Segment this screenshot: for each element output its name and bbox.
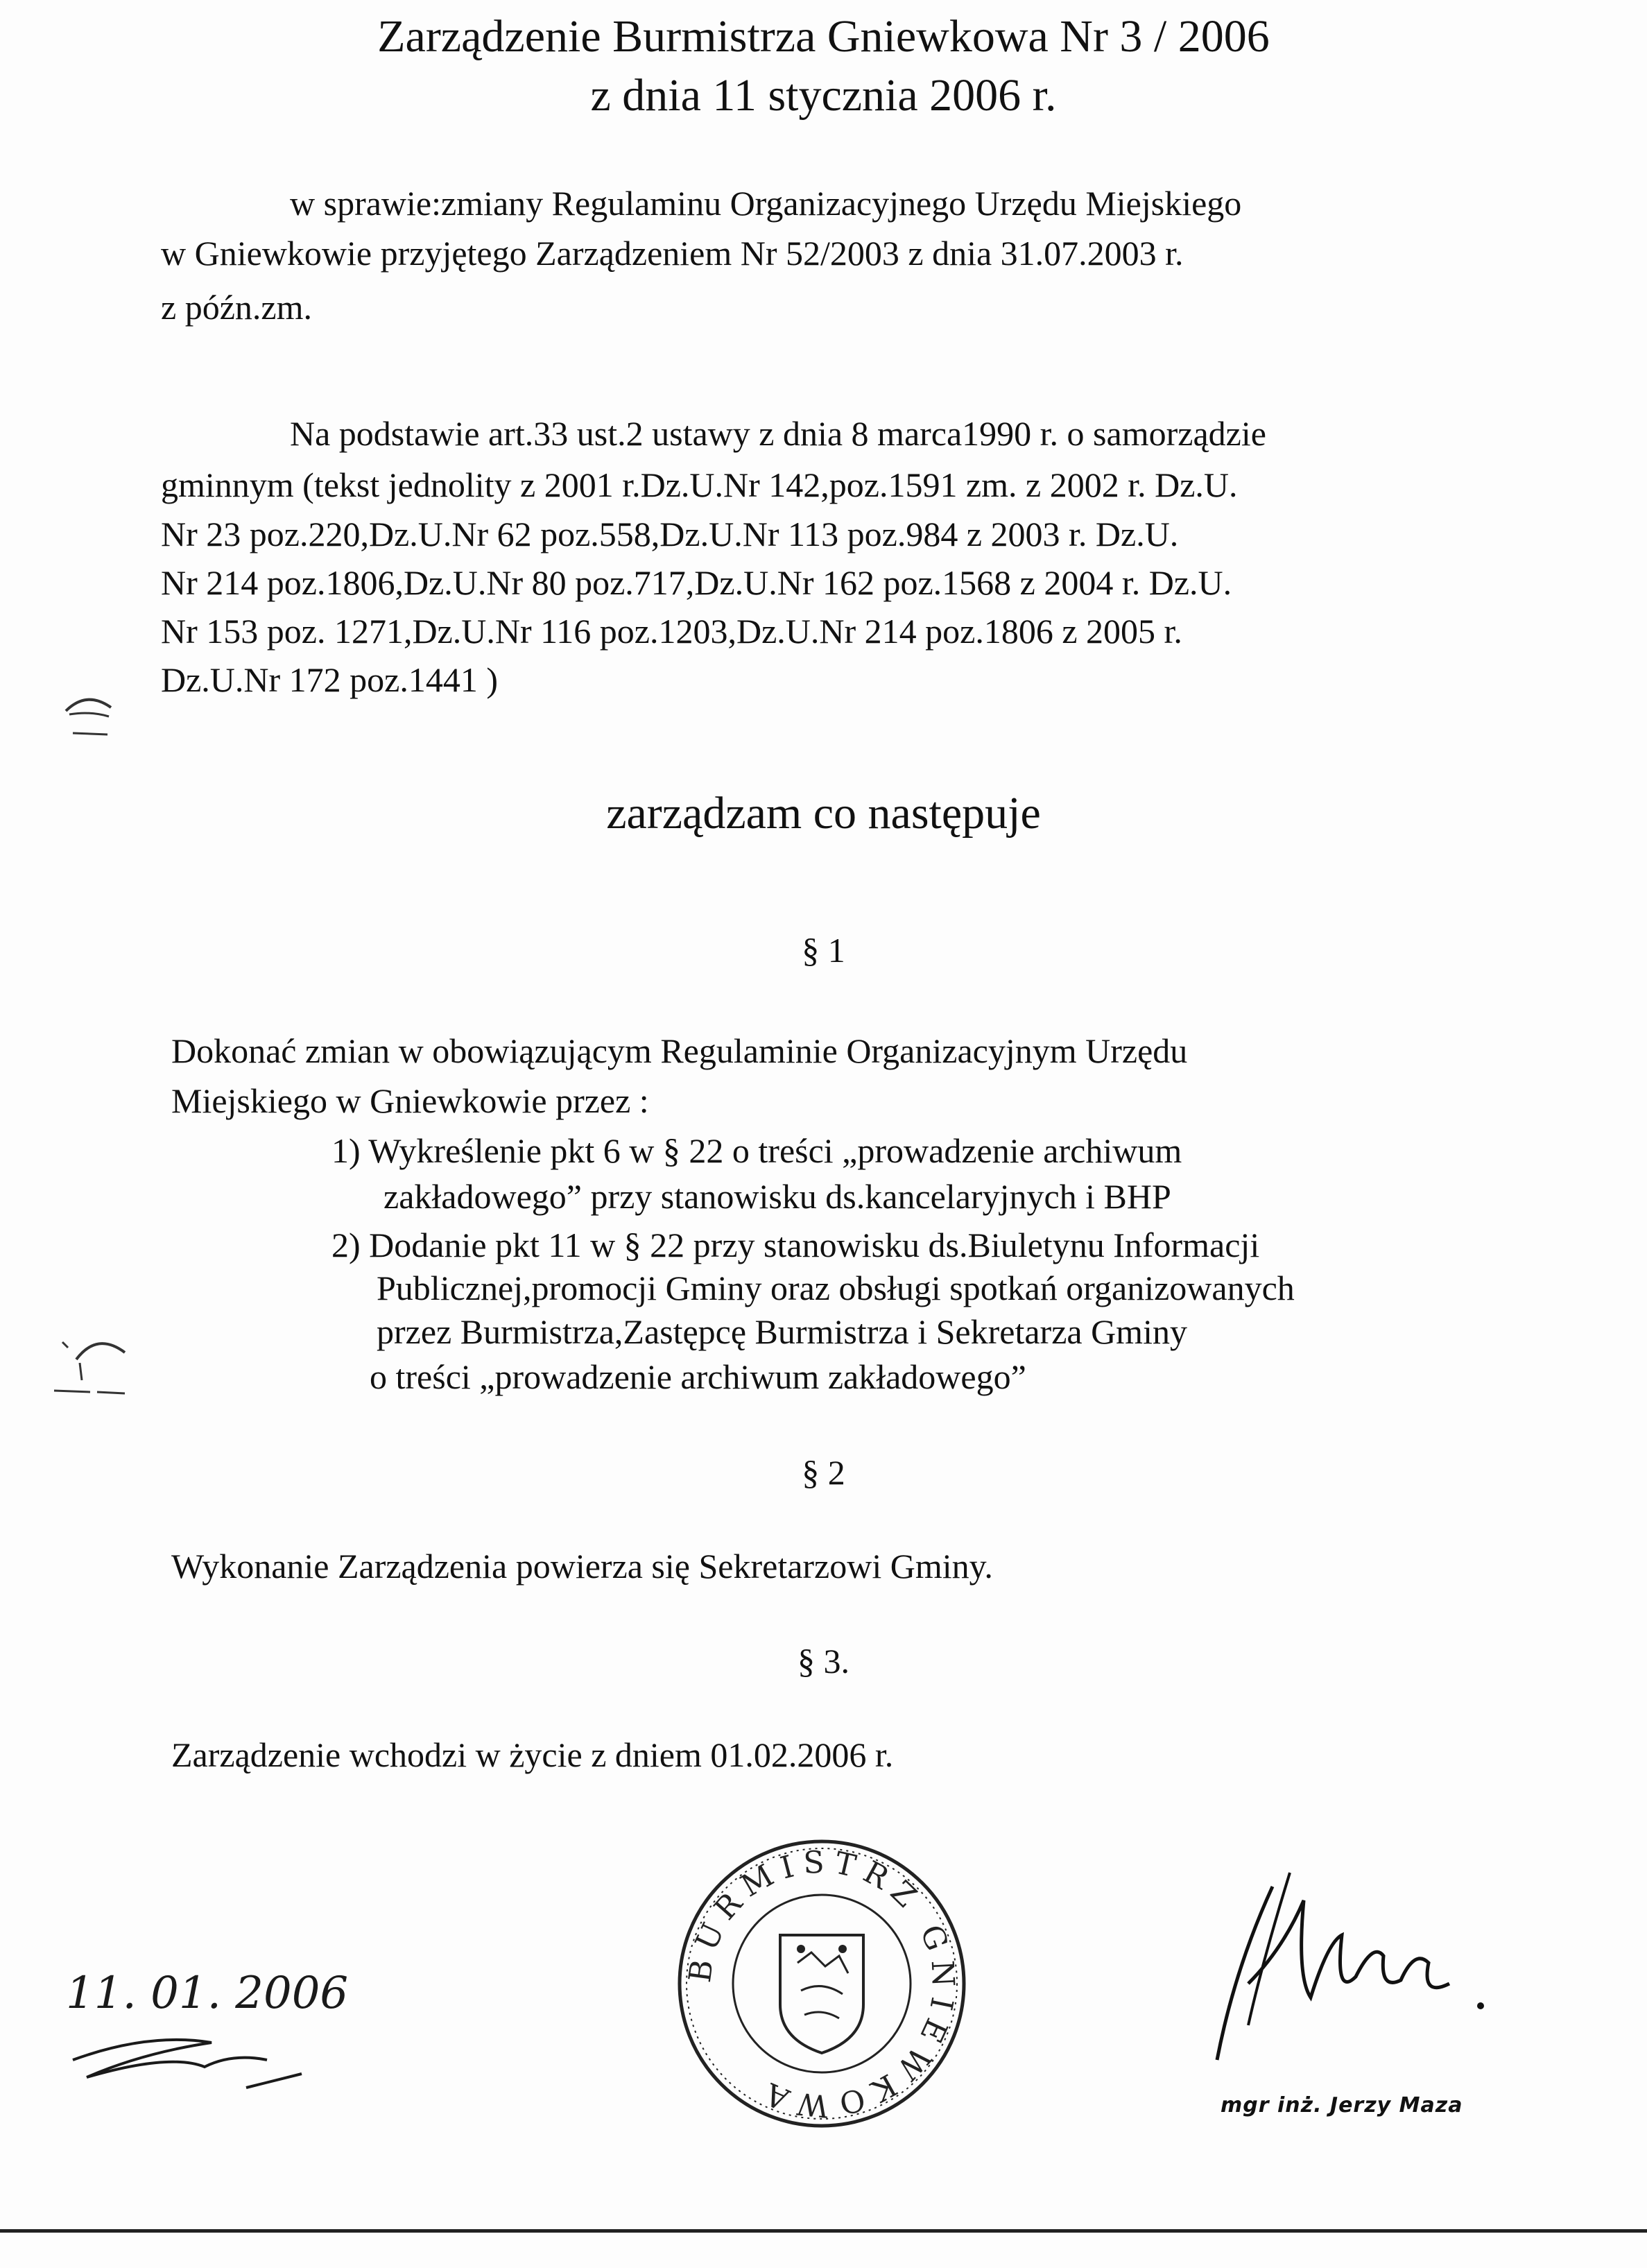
section-2-heading: § 2: [802, 1453, 845, 1492]
legal-basis-line-1: Na podstawie art.33 ust.2 ustawy z dnia 8 marca1990 r. o samorządzie: [290, 414, 1266, 453]
amendment-item-1-line-1: 1) Wykreślenie pkt 6 w § 22 o treści „prowadzenie archiwum: [331, 1131, 1182, 1170]
bottom-rule: [0, 2229, 1647, 2233]
document-title: Zarządzenie Burmistrza Gniewkowa Nr 3 / 2006: [377, 11, 1270, 62]
section-1-heading: § 1: [802, 931, 845, 970]
section-1-intro-line-1: Dokonać zmian w obowiązującym Regulaminie Organizacyjnym Urzędu: [171, 1031, 1188, 1070]
amendment-item-2-line-4: o treści „prowadzenie archiwum zakładowego”: [370, 1357, 1026, 1396]
subject-line-3: z późn.zm.: [161, 288, 312, 327]
handwritten-date: 11. 01. 2006: [66, 1968, 349, 2019]
subject-line-1: w sprawie:zmiany Regulaminu Organizacyjnego Urzędu Miejskiego: [290, 184, 1242, 223]
section-3-heading: § 3.: [797, 1642, 850, 1681]
subject-line-2: w Gniewkowie przyjętego Zarządzeniem Nr 52/2003 z dnia 31.07.2003 r.: [161, 234, 1184, 273]
handwritten-signature: [1207, 1859, 1512, 2067]
document-date: z dnia 11 stycznia 2006 r.: [590, 70, 1057, 121]
amendment-item-2-line-1: 2) Dodanie pkt 11 w § 22 przy stanowisku ds.Biuletynu Informacji: [331, 1226, 1260, 1264]
handwritten-date-and-paraph: [66, 1956, 357, 2115]
amendment-item-2-line-3: przez Burmistrza,Zastępcę Burmistrza i Sekretarza Gminy: [377, 1312, 1187, 1351]
stamp-text: BURMISTRZ GNIEWKOWA: [682, 1844, 961, 2124]
amendment-item-2-line-2: Publicznej,promocji Gminy oraz obsługi spotkań organizowanych: [377, 1269, 1295, 1307]
official-stamp: [669, 1831, 974, 2136]
legal-basis-line-6: Dz.U.Nr 172 poz.1441 ): [161, 660, 499, 699]
signer-name: mgr inż. Jerzy Maza: [1221, 2093, 1463, 2117]
section-3-text: Zarządzenie wchodzi w życie z dniem 01.02.2006 r.: [171, 1735, 894, 1774]
legal-basis-line-3: Nr 23 poz.220,Dz.U.Nr 62 poz.558,Dz.U.Nr 113 poz.984 z 2003 r. Dz.U.: [161, 515, 1179, 553]
margin-mark-icon: [59, 683, 121, 739]
legal-basis-line-5: Nr 153 poz. 1271,Dz.U.Nr 116 poz.1203,Dz.U.Nr 214 poz.1806 z 2005 r.: [161, 612, 1182, 651]
amendment-item-1-line-2: zakładowego” przy stanowisku ds.kancelaryjnych i BHP: [383, 1177, 1171, 1216]
section-1-intro-line-2: Miejskiego w Gniewkowie przez :: [171, 1081, 649, 1120]
legal-basis-line-4: Nr 214 poz.1806,Dz.U.Nr 80 poz.717,Dz.U.Nr 162 poz.1568 z 2004 r. Dz.U.: [161, 563, 1232, 602]
margin-mark-icon: [49, 1321, 132, 1398]
legal-basis-line-2: gminnym (tekst jednolity z 2001 r.Dz.U.Nr 142,poz.1591 zm. z 2002 r. Dz.U.: [161, 465, 1238, 504]
section-2-text: Wykonanie Zarządzenia powierza się Sekretarzowi Gminy.: [171, 1547, 993, 1586]
decree-heading: zarządzam co następuje: [606, 788, 1041, 839]
